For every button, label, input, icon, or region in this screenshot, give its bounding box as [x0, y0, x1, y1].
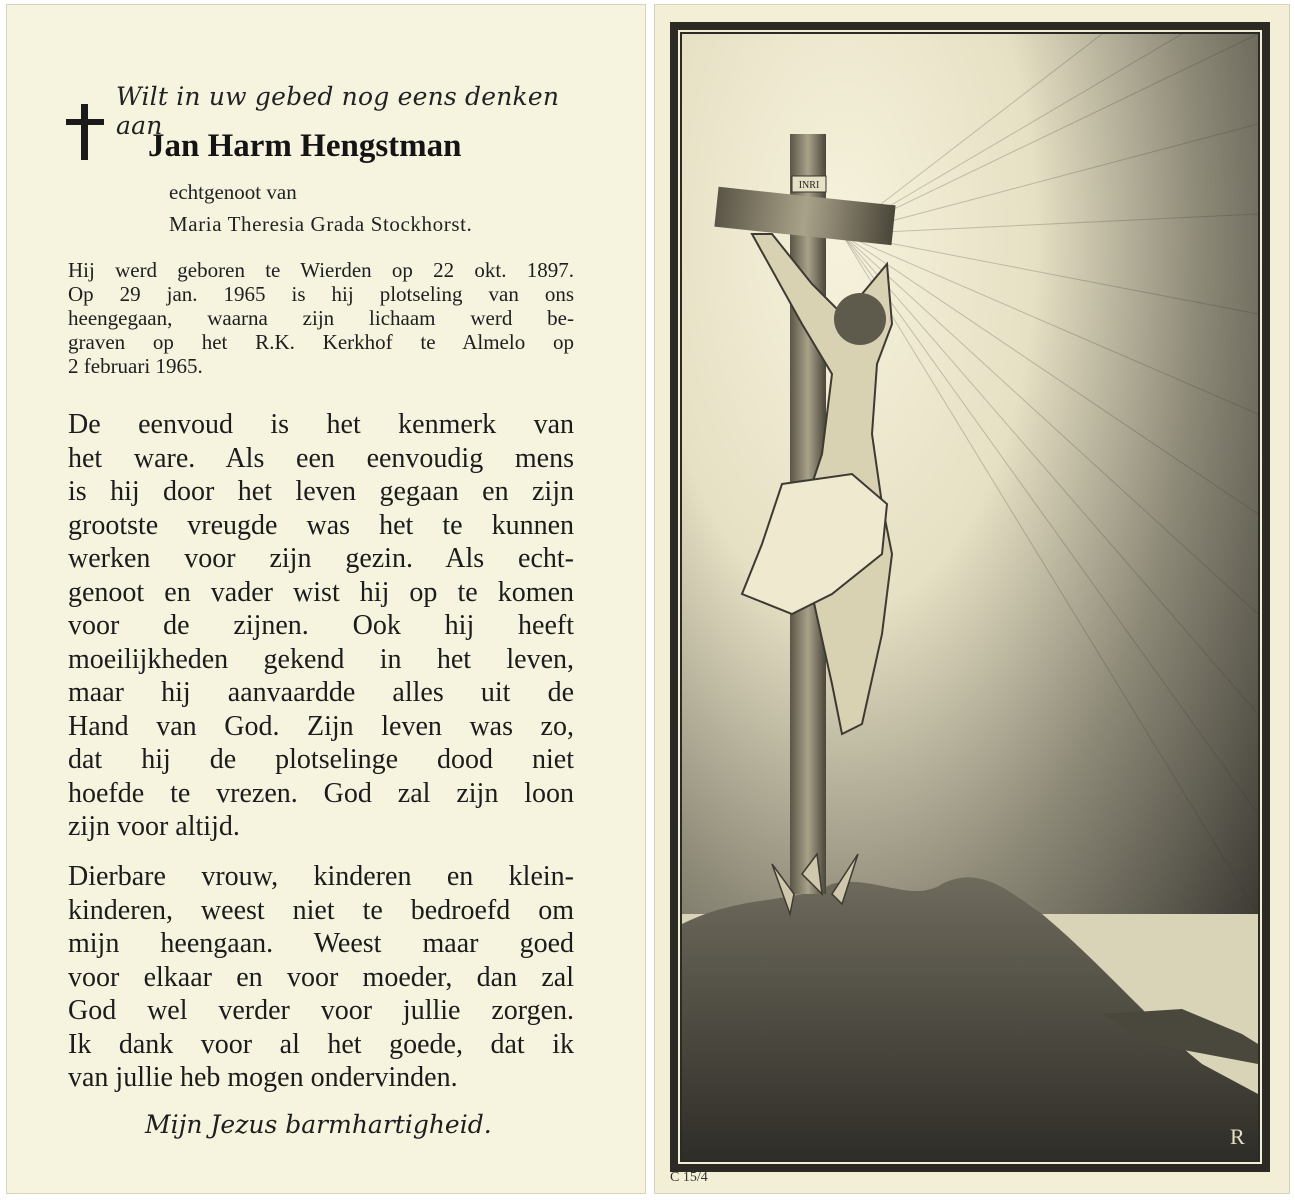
- tribute-line: genoot en vader wist hij op te komen: [68, 576, 574, 608]
- farewell-line: van jullie heb mogen ondervinden.: [68, 1062, 458, 1093]
- artist-monogram: R: [1230, 1124, 1245, 1149]
- bio-line: heengegaan, waarna zijn lichaam werd be-: [68, 306, 574, 330]
- bio-line: graven op het R.K. Kerkhof te Almelo op: [68, 330, 574, 354]
- tribute-line: moeilijkheden gekend in het leven,: [68, 643, 574, 675]
- bio-line: 2 februari 1965.: [68, 354, 203, 378]
- head: [834, 293, 886, 345]
- farewell-line: God wel verder voor jullie zorgen.: [68, 995, 574, 1026]
- crucifixion-illustration: [682, 34, 1258, 1160]
- tribute-line: zijn voor altijd.: [68, 811, 240, 842]
- spouse-label: echtgenoot van: [169, 180, 297, 204]
- bio-line: Op 29 jan. 1965 is hij plotseling van ons: [68, 282, 574, 306]
- tribute-line: werken voor zijn gezin. Als echt-: [68, 543, 574, 574]
- farewell-line: voor elkaar en voor moeder, dan zal: [68, 961, 574, 993]
- tribute-line: maar hij aanvaardde alles uit de: [68, 677, 574, 708]
- print-code: C 15/4: [670, 1170, 708, 1185]
- tribute-line: grootste vreugde was het te kunnen: [68, 509, 574, 541]
- tribute-line: Hand van God. Zijn leven was zo,: [68, 710, 574, 742]
- latin-cross-icon: [66, 104, 104, 160]
- closing-prayer: Mijn Jezus barmhartigheid.: [145, 1110, 492, 1139]
- spouse-name: Maria Theresia Grada Stockhorst.: [169, 212, 473, 236]
- farewell-line: Dierbare vrouw, kinderen en klein-: [68, 861, 574, 892]
- bio-line: Hij werd geboren te Wierden op 22 okt. 1897.: [68, 258, 574, 282]
- picture-frame: [680, 32, 1260, 1162]
- tribute-paragraph: [68, 408, 574, 844]
- tribute-line: is hij door het leven gegaan en zijn: [68, 476, 574, 507]
- farewell-line: mijn heengaan. Weest maar goed: [68, 928, 574, 959]
- inri-text: INRI: [798, 180, 820, 191]
- farewell-paragraph: [68, 860, 574, 1095]
- tribute-line: het ware. Als een eenvoudig mens: [68, 442, 574, 474]
- farewell-line: Ik dank voor al het goede, dat ik: [68, 1028, 574, 1060]
- intro-line: Wilt in uw gebed nog eens denken aan: [116, 82, 560, 140]
- tribute-line: hoefde te vrezen. God zal zijn loon: [68, 777, 574, 809]
- farewell-line: kinderen, weest niet te bedroefd om: [68, 894, 574, 926]
- tribute-line: De eenvoud is het kenmerk van: [68, 409, 574, 440]
- tribute-line: voor de zijnen. Ook hij heeft: [68, 610, 574, 641]
- deceased-name: Jan Harm Hengstman: [148, 128, 462, 164]
- biography: [68, 258, 574, 378]
- tribute-line: dat hij de plotselinge dood niet: [68, 744, 574, 775]
